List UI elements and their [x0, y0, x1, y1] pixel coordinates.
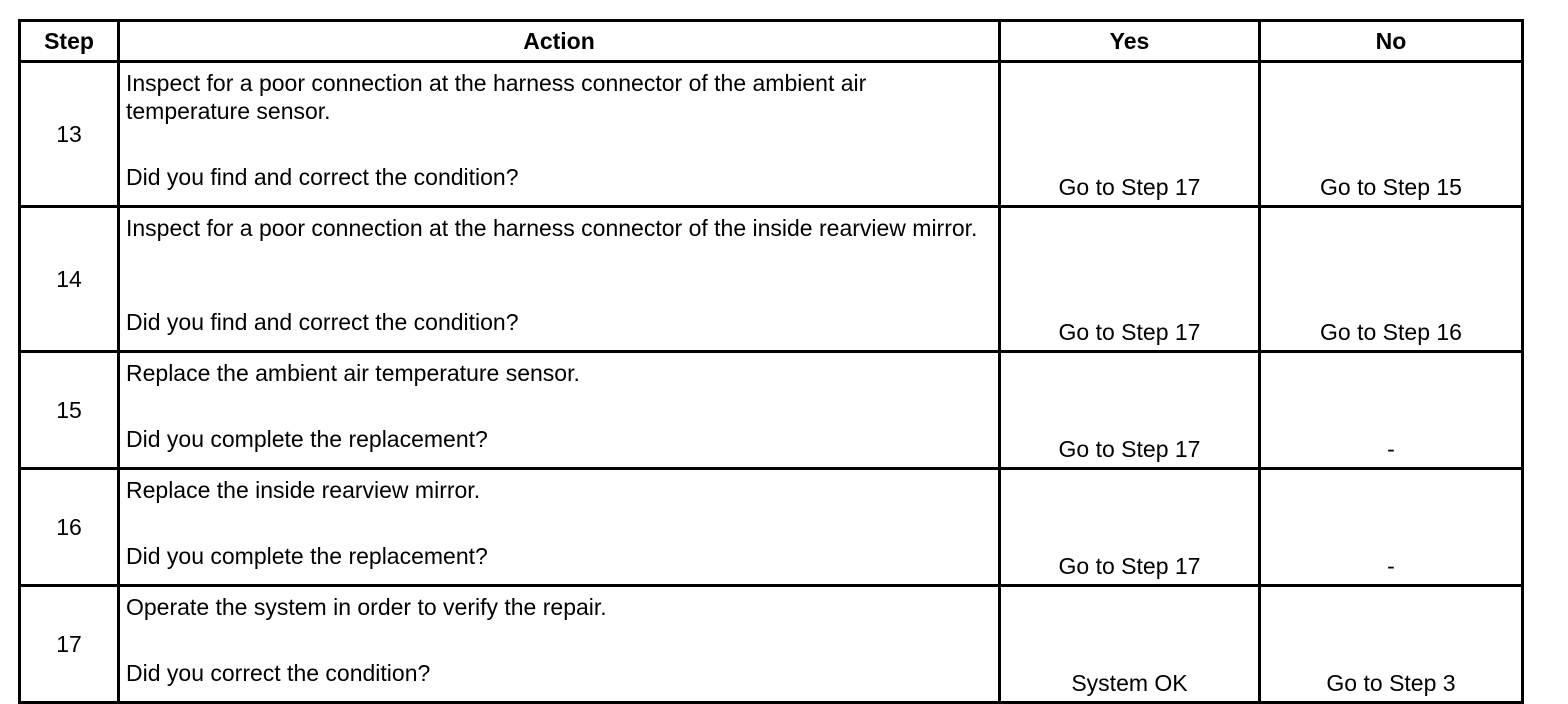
no-result: -	[1260, 469, 1523, 586]
yes-result: Go to Step 17	[1000, 352, 1260, 469]
action-cell	[119, 586, 1000, 703]
no-result: -	[1260, 352, 1523, 469]
table-row	[20, 62, 1523, 207]
step-number: 15	[20, 352, 119, 469]
action-instruction: Operate the system in order to verify the repair.	[126, 594, 607, 620]
no-result: Go to Step 15	[1260, 62, 1523, 207]
action-question: Did you find and correct the condition?	[126, 164, 519, 190]
header-action: Action	[119, 21, 1000, 62]
header-no: No	[1260, 21, 1523, 62]
step-number: 16	[20, 469, 119, 586]
action-instruction: Replace the inside rearview mirror.	[126, 477, 481, 503]
table-row	[20, 352, 1523, 469]
yes-result: Go to Step 17	[1000, 62, 1260, 207]
table-row	[20, 207, 1523, 352]
yes-result: System OK	[1000, 586, 1260, 703]
action-cell	[119, 469, 1000, 586]
action-question: Did you complete the replacement?	[126, 543, 488, 569]
no-result: Go to Step 3	[1260, 586, 1523, 703]
step-number: 13	[20, 62, 119, 207]
action-question: Did you correct the condition?	[126, 660, 431, 686]
step-number: 14	[20, 207, 119, 352]
diagnostic-steps-table	[18, 19, 1524, 704]
action-question: Did you find and correct the condition?	[126, 309, 519, 335]
yes-result: Go to Step 17	[1000, 207, 1260, 352]
table-row	[20, 469, 1523, 586]
no-result: Go to Step 16	[1260, 207, 1523, 352]
step-number: 17	[20, 586, 119, 703]
action-question: Did you complete the replacement?	[126, 426, 488, 452]
action-cell	[119, 207, 1000, 352]
header-yes: Yes	[1000, 21, 1260, 62]
action-instruction: Replace the ambient air temperature sensor.	[126, 360, 580, 386]
action-cell	[119, 62, 1000, 207]
yes-result: Go to Step 17	[1000, 469, 1260, 586]
action-cell	[119, 352, 1000, 469]
header-step: Step	[20, 21, 119, 62]
table-row	[20, 586, 1523, 703]
table-header-row	[20, 21, 1523, 62]
action-instruction: Inspect for a poor connection at the harness connector of the ambient air temperature sensor.	[126, 70, 867, 124]
action-instruction: Inspect for a poor connection at the harness connector of the inside rearview mirror.	[126, 215, 978, 241]
